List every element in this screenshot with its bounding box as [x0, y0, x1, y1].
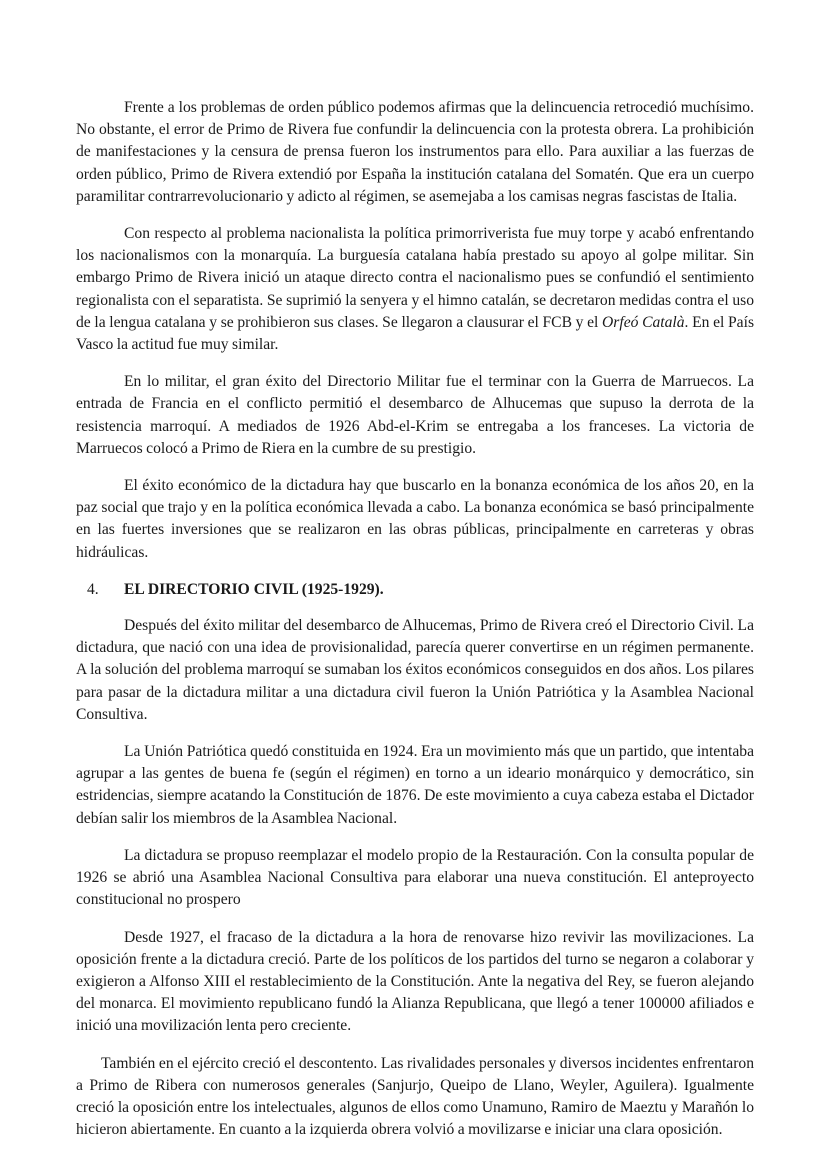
- paragraph-nationalism: [76, 223, 754, 356]
- paragraph-asamblea: La dictadura se propuso reemplazar el modelo propio de la Restauración. Con la consulta popular de 1926 se abrió una Asamblea Nacional Consultiva para elaborar una nueva constitución. El anteproyecto constitucional no prospero: [76, 846, 754, 909]
- section-number: 4.: [87, 580, 99, 598]
- paragraph-military: En lo militar, el gran éxito del Directorio Militar fue el terminar con la Guerra de Marruecos. La entrada de Francia en el conflicto permitió el desembarco de Alhucemas que supuso la derrota de la resistencia marroquí. A mediados de 1926 Abd-el-Krim se entregaba a los franceses. La victoria de Marruecos colocó a Primo de Riera en la cumbre de su prestigio.: [76, 373, 754, 457]
- paragraph-public-order: Frente a los problemas de orden público podemos afirmas que la delincuencia retrocedió muchísimo. No obstante, el error de Primo de Rivera fue confundir la delincuencia con la protesta obrera. La prohibición de manifestaciones y la censura de prensa fueron los instrumentos para ello. Para auxiliar a las fuerzas de orden público, Primo de Rivera extendió por España la institución catalana del Somatén. Que era un cuerpo paramilitar contrarrevolucionario y adicto al régimen, se asemejaba a los camisas negras fascistas de Italia.: [76, 99, 754, 205]
- document-page: [76, 97, 754, 1156]
- paragraph-civil-directory: Después del éxito militar del desembarco de Alhucemas, Primo de Rivera creó el Directorio Civil. La dictadura, que nació con una idea de provisionalidad, parecía querer convertirse en un régimen permanente. A la solución del problema marroquí se sumaban los éxitos económicos conseguidos en dos años. Los pilares para pasar de la dictadura militar a una dictadura civil fueron la Unión Patriótica y la Asamblea Nacional Consultiva.: [76, 617, 754, 723]
- section-title: EL DIRECTORIO CIVIL (1925-1929).: [124, 580, 384, 598]
- paragraph-nationalism-text: Con respecto al problema nacionalista la política primorriverista fue muy torpe y acabó enfrentando los nacionalismos con la monarquía. La burguesía catalana había prestado su apoyo al golpe militar. Sin embargo Primo de Rivera inició un ataque directo contra el nacionalismo pues se confundió el sentimiento regionalista con el separatista. Se suprimió la senyera y el himno catalán, se decretaron medidas contra el uso de la lengua catalana y se prohibieron sus clases. Se llegaron a clausurar el FCB y el: [76, 225, 754, 331]
- paragraph-opposition: Desde 1927, el fracaso de la dictadura a la hora de renovarse hizo revivir las movilizaciones. La oposición frente a la dictadura creció. Parte de los políticos de los partidos del turno se negaron a colaborar y exigieron a Alfonso XIII el restablecimiento de la Constitución. Ante la negativa del Rey, se fueron alejando del monarca. El movimiento republicano fundó la Alianza Republicana, que llegó a tener 100000 afiliados e inició una movilización lenta pero creciente.: [76, 928, 754, 1035]
- paragraph-nationalism-end: . En el País Vasco la actitud fue muy similar.: [76, 313, 755, 354]
- section-heading: [76, 579, 754, 601]
- paragraph-economy: El éxito económico de la dictadura hay que buscarlo en la bonanza económica de los años 20, en la paz social que trajo y en la política económica llevada a cabo. La bonanza económica se basó principalmente en las fuertes inversiones que se realizaron en las obras públicas, principalmente en carreteras y obras hidráulicas.: [76, 477, 754, 561]
- paragraph-union-patriotica: La Unión Patriótica quedó constituida en 1924. Era un movimiento más que un partido, que intentaba agrupar a las gentes de buena fe (según el régimen) en torno a un ideario monárquico y democrático, sin estridencias, siempre acatando la Constitución de 1876. De este movimiento a cuya cabeza estaba el Dictador debían salir los miembros de la Asamblea Nacional.: [76, 743, 754, 827]
- paragraph-army-discontent: También en el ejército creció el descontento. Las rivalidades personales y diversos incidentes enfrentaron a Primo de Ribera con numerosos generales (Sanjurjo, Queipo de Llano, Weyler, Aguilera). Igualmente creció la oposición entre los intelectuales, algunos de ellos como Unamuno, Ramiro de Maeztu y Marañón lo hicieron abiertamente. En cuanto a la izquierda obrera volvió a movilizarse e iniciar una clara oposición.: [76, 1054, 754, 1139]
- orfeo-catala-italic: Orfeó Català: [602, 313, 685, 331]
